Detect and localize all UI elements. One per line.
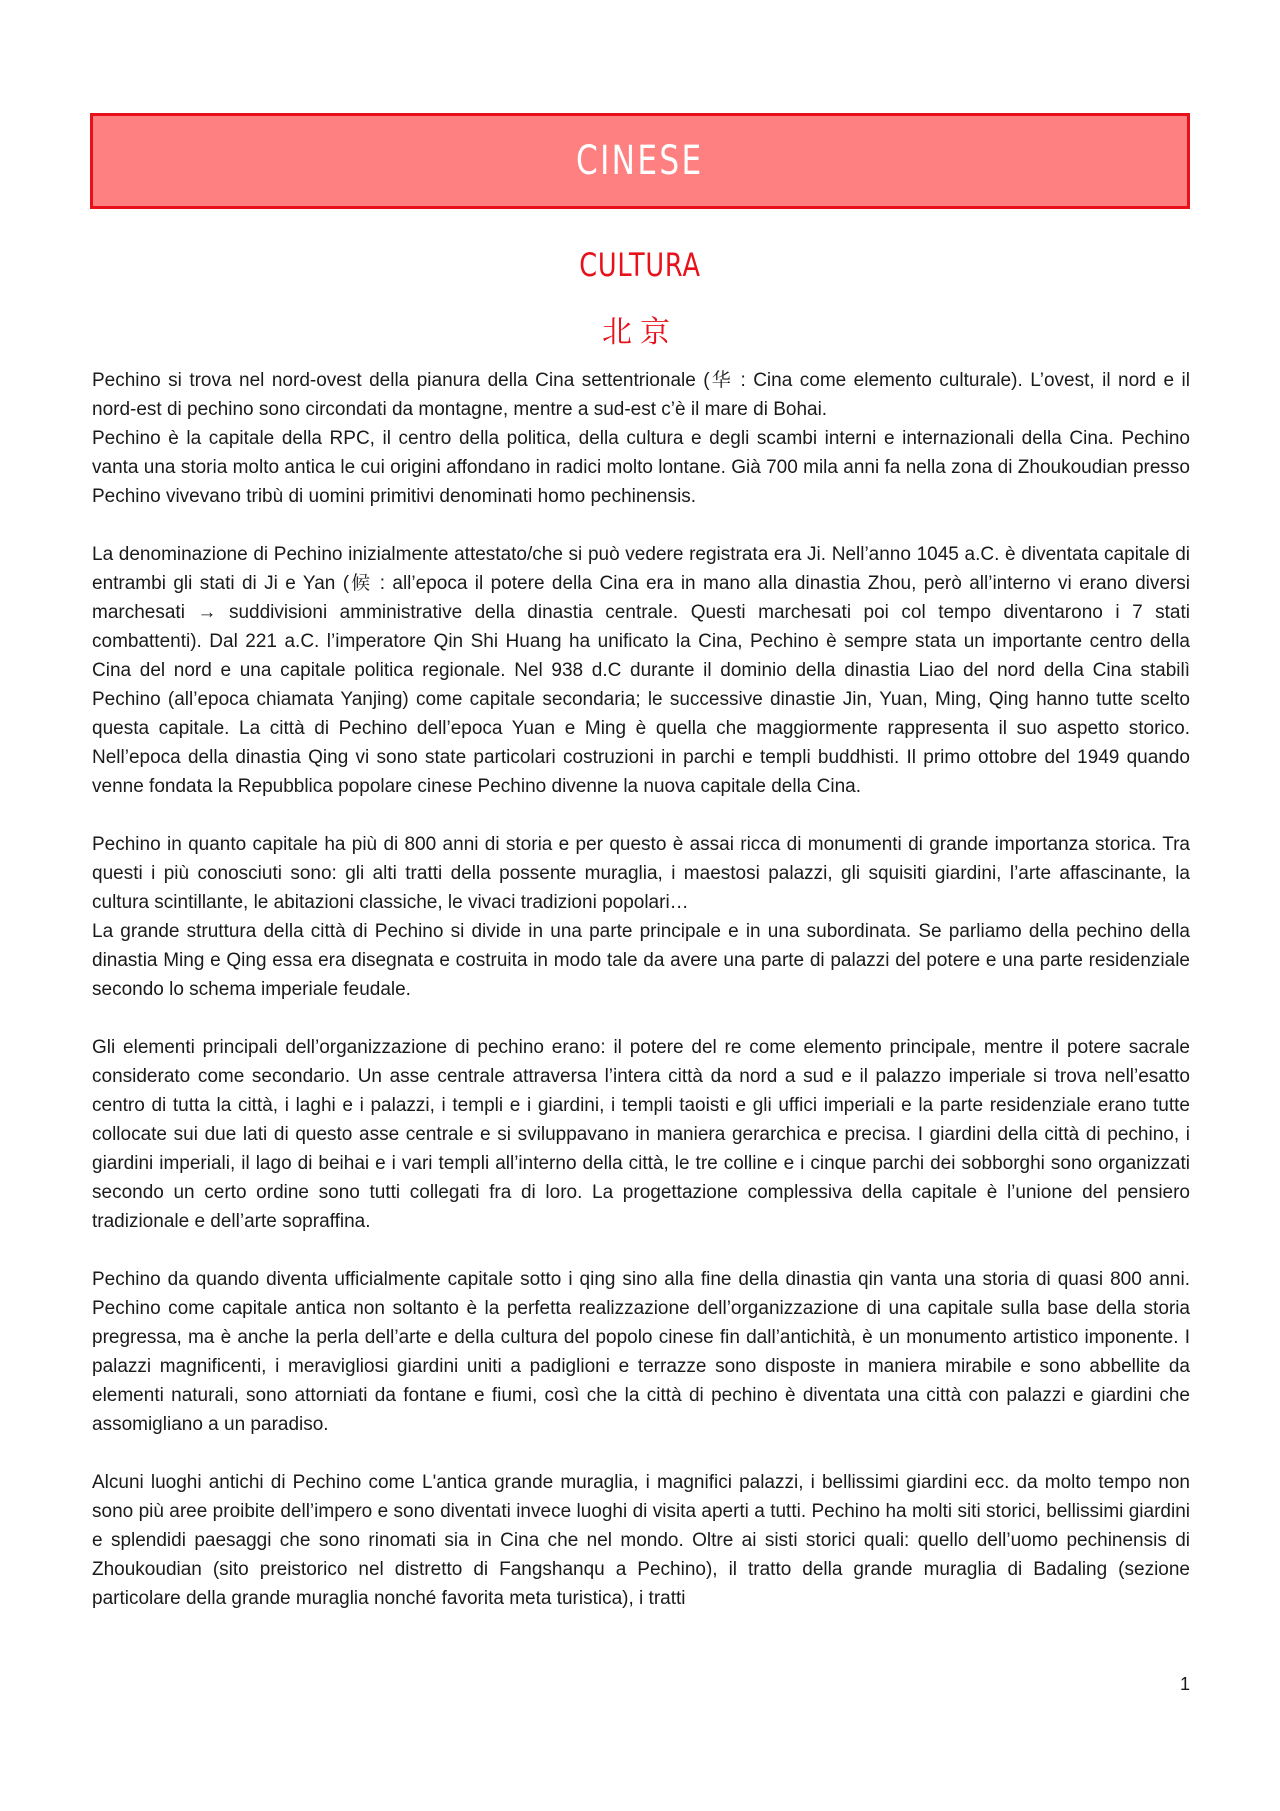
paragraph-sites: Alcuni luoghi antichi di Pechino come L'antica grande muraglia, i magnifici palazzi, i bellissimi giardini ecc. da molto tempo non sono più aree proibite dell’impero e sono diventati invece luoghi di visita aperti a tutti. Pechino ha molti siti storici, bellissimi giardini e splendidi paesaggi che sono rinomati sia in Cina che nel mondo. Oltre ai sisti storici quali: quello dell’uomo pechinensis di Zhoukoudian (sito preistorico nel distretto di Fangshanqu a Pechino), il tratto della grande muraglia di Badaling (sezione particolare della grande muraglia nonché favorita meta turistica), i tratti [92, 1472, 1190, 1609]
subtitle-chinese: 北京 [602, 315, 678, 350]
body-text [92, 366, 1190, 1642]
section-title [0, 246, 1280, 284]
title-banner [90, 113, 1190, 209]
paragraph-geography: Pechino si trova nel nord-ovest della pianura della Cina settentrionale (华 : Cina come elemento culturale). L’ovest, il nord e il nord-est di pechino sono circondati da montagne, mentre a sud-est c’è il mare di Bohai. [92, 370, 1190, 420]
paragraph-capital: Pechino è la capitale della RPC, il centro della politica, della cultura e degli scambi interni e internazionali della Cina. Pechino vanta una storia molto antica le cui origini affondano in radici molto lontane. Già 700 mila anni fa nella zona di Zhoukoudian presso Pechino vivevano tribù di uomini primitivi denominati homo pechinensis. [92, 428, 1190, 507]
banner-title: CINESE [576, 138, 704, 184]
paragraph-monuments: Pechino in quanto capitale ha più di 800 anni di storia e per questo è assai ricca di monumenti di grande importanza storica. Tra questi i più conosciuti sono: gli alti tratti della possente muraglia, i maestosi palazzi, gli squisiti giardini, l’arte affascinante, la cultura scintillante, le abitazioni classiche, le vivaci tradizioni popolari… [92, 834, 1190, 913]
paragraph-ancient-capital: Pechino da quando diventa ufficialmente capitale sotto i qing sino alla fine della dinastia qin vanta una storia di quasi 800 anni. Pechino come capitale antica non soltanto è la perfetta realizzazione dell’organizzazione di una capitale sulla base della storia pregressa, ma è anche la perla dell’arte e della cultura del popolo cinese fin dall’antichità, è un monumento artistico imponente. I palazzi magnificenti, i meravigliosi giardini uniti a padiglioni e terrazze sono disposte in maniera mirabile e sono abbellite da elementi naturali, sono attorniati da fontane e fiumi, così che la città di pechino è diventata una città con palazzi e giardini che assomigliano a un paradiso. [92, 1269, 1190, 1435]
page-number: 1 [1179, 1674, 1190, 1694]
section-title-text: CULTURA [579, 246, 701, 284]
paragraph-organization: Gli elementi principali dell’organizzazione di pechino erano: il potere del re come elemento principale, mentre il potere sacrale considerato come secondario. Un asse centrale attraversa l’intera città da nord a sud e il palazzo imperiale si trova nell’esatto centro di tutta la città, i laghi e i palazzi, i templi e i giardini, i templi taoisti e gli uffici imperiali e la parte residenziale erano tutte collocate sui due lati di questo asse centrale e si sviluppavano in maniera gerarchica e precisa. I giardini della città di pechino, i giardini imperiali, il lago di beihai e i vari templi all’interno della città, le tre colline e i cinque parchi dei sobborghi sono organizzati secondo un certo ordine sono tutti collegati fra di loro. La progettazione complessiva della capitale è l’unione del pensiero tradizionale e dell’arte sopraffina. [92, 1037, 1190, 1232]
paragraph-history: La denominazione di Pechino inizialmente attestato/che si può vedere registrata era Ji. Nell’anno 1045 a.C. è diventata capitale di entrambi gli stati di Ji e Yan (候 : all’epoca il potere della Cina era in mano alla dinastia Zhou, però all’interno vi erano diversi marchesati → suddivisioni amministrative della dinastia centrale. Questi marchesati poi col tempo diventarono i 7 stati combattenti). Dal 221 a.C. l’imperatore Qin Shi Huang ha unificato la Cina, Pechino è sempre stata un importante centro della Cina del nord e una capitale politica regionale. Nel 938 d.C durante il dominio della dinastia Liao del nord della Cina stabilì Pechino (all’epoca chiamata Yanjing) come capitale secondaria; le successive dinastie Jin, Yuan, Ming, Qing hanno tutte scelto questa capitale. La città di Pechino dell’epoca Yuan e Ming è quella che maggiormente rappresenta il suo aspetto storico. Nell’epoca della dinastia Qing vi sono state particolari costruzioni in parchi e templi buddhisti. Il primo ottobre del 1949 quando venne fondata la Repubblica popolare cinese Pechino divenne la nuova capitale della Cina. [92, 544, 1190, 797]
paragraph-structure: La grande struttura della città di Pechino si divide in una parte principale e in una subordinata. Se parliamo della pechino della dinastia Ming e Qing essa era disegnata e costruita in modo tale da avere una parte di palazzi del potere e una parte residenziale secondo lo schema imperiale feudale. [92, 921, 1190, 1000]
